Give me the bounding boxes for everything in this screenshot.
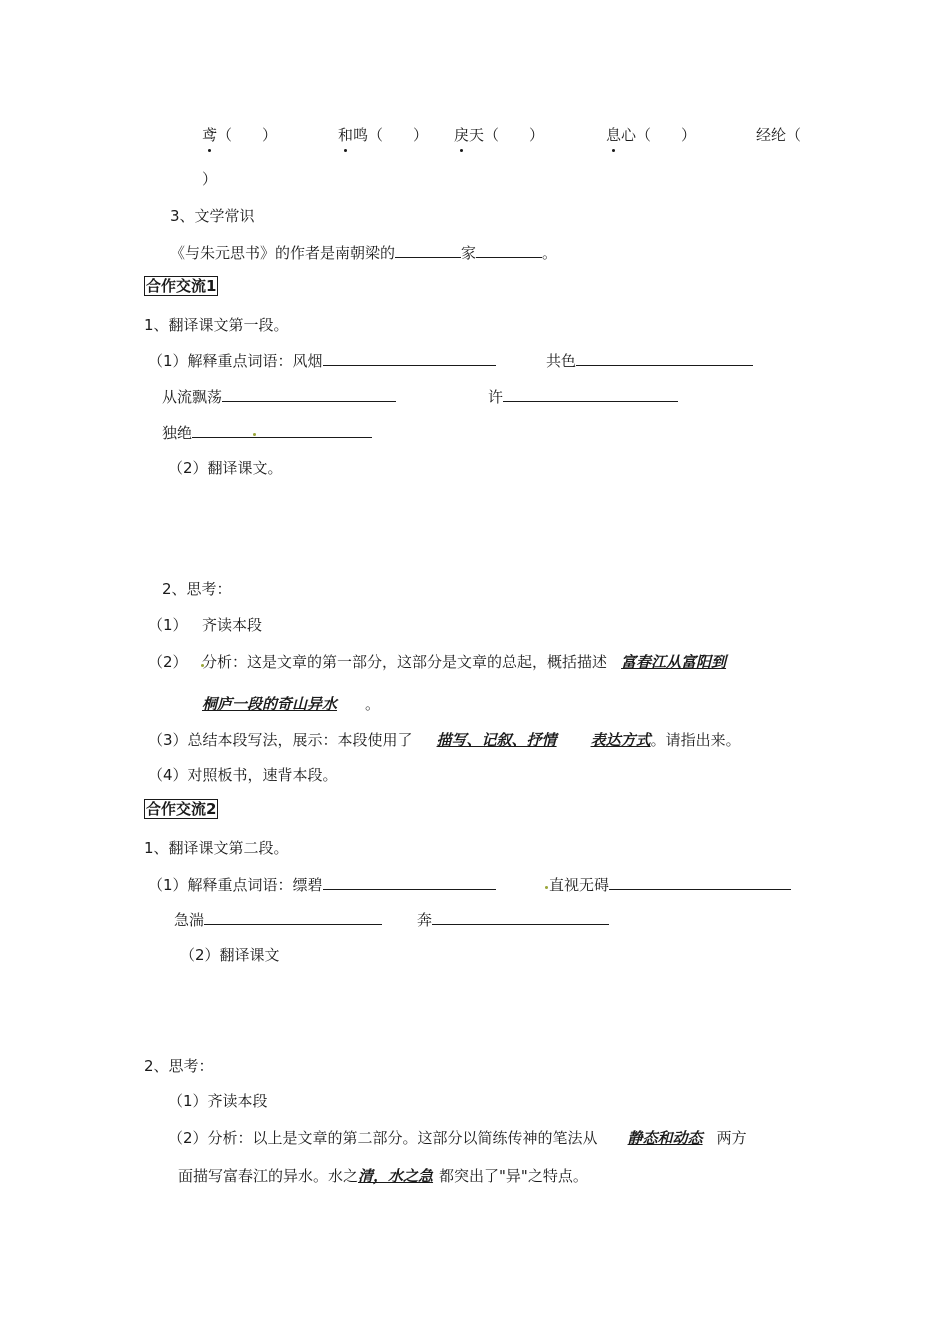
pinyin-item-1: 鸢（ ） [202,126,278,144]
section2-q1-title: 1、翻译课文第二段。 [144,839,289,857]
literature-sentence: 《与朱元思书》的作者是南朝梁的 家 。 [170,244,558,262]
answer-text: 富春江从富阳到 [621,653,727,671]
fill-blank[interactable] [503,386,678,402]
pinyin-item-5: 经纶（ [756,126,802,144]
section1-vocab-row-1b: 共色 [546,350,753,371]
section1-vocab-row-2b: 许 [488,386,678,407]
dotted-char: 和 [338,126,354,144]
fill-blank[interactable] [576,350,753,366]
literature-heading: 3、文学常识 [170,207,255,225]
section2-q1-sub2: （2）翻译课文 [180,946,280,964]
answer-text: 描写、记叙、抒情 表达方式 [436,731,651,749]
fill-blank[interactable] [609,874,791,890]
fill-blank[interactable] [432,909,609,925]
section1-vocab-row-3: 独绝 [162,422,372,443]
section1-item1-num: （1） [148,616,188,634]
fill-blank[interactable] [192,422,372,438]
section1-vocab-row-2: 从流飘荡 [162,386,396,407]
dotted-char: 戾 [454,126,470,144]
pinyin-item-2: 和鸣（ ） [338,126,429,144]
pinyin-item-4: 息心（ ） [606,126,697,144]
section1-item4: （4）对照板书，速背本段。 [148,766,338,784]
section1-q1-sub2: （2）翻译课文。 [168,459,283,477]
section2-item1: （1）齐读本段 [168,1092,268,1110]
pinyin-item-3: 戾天（ ） [454,126,545,144]
answer-text: 静态和动态 [627,1129,703,1147]
fill-blank[interactable] [323,874,496,890]
fill-blank[interactable] [222,386,396,402]
section-header-2: 合作交流2 [146,800,217,818]
section1-item2-line1: 分析：这是文章的第一部分，这部分是文章的总起，概括描述 富春江从富阳到 [202,653,727,671]
section1-item2-line2: 桐庐一段的奇山异水 。 [202,695,381,713]
fill-blank[interactable] [323,350,496,366]
fill-blank[interactable] [395,242,461,258]
section2-vocab-row-1: （1）解释重点词语：缥碧 [148,874,496,895]
stray-dot [545,886,548,889]
section2-item2-line2: 面描写富春江的异水。水之清，水之急 都突出了"异"之特点。 [178,1167,588,1185]
section1-item1-text: 齐读本段 [202,616,263,634]
section1-item3: （3）总结本段写法，展示：本段使用了 描写、记叙、抒情 表达方式。请指出来。 [148,731,741,749]
fill-blank[interactable] [204,909,382,925]
fill-blank[interactable] [476,242,542,258]
section2-vocab-row-1b: 直视无碍 [549,874,791,895]
section1-vocab-row-1: （1）解释重点词语：风烟 [148,350,496,371]
answer-text: 桐庐一段的奇山异水 [202,695,338,713]
dotted-char: 息 [606,126,622,144]
section1-q2-title: 2、思考： [162,580,232,598]
section2-vocab-row-2b: 奔 [417,909,609,930]
answer-text: 清，水之急 [358,1167,434,1185]
dotted-char: 鸢 [202,126,218,144]
pinyin-wrap: ） [202,170,218,188]
section1-q1-title: 1、翻译课文第一段。 [144,316,289,334]
section2-item2-line1: （2）分析：以上是文章的第二部分。这部分以简练传神的笔法从 静态和动态 两方 [168,1129,747,1147]
section2-q2-title: 2、思考： [144,1057,214,1075]
section-header-1: 合作交流1 [146,277,217,295]
section1-item2-num: （2） [148,653,188,671]
section2-vocab-row-2: 急湍 [174,909,382,930]
stray-dot [253,433,256,436]
